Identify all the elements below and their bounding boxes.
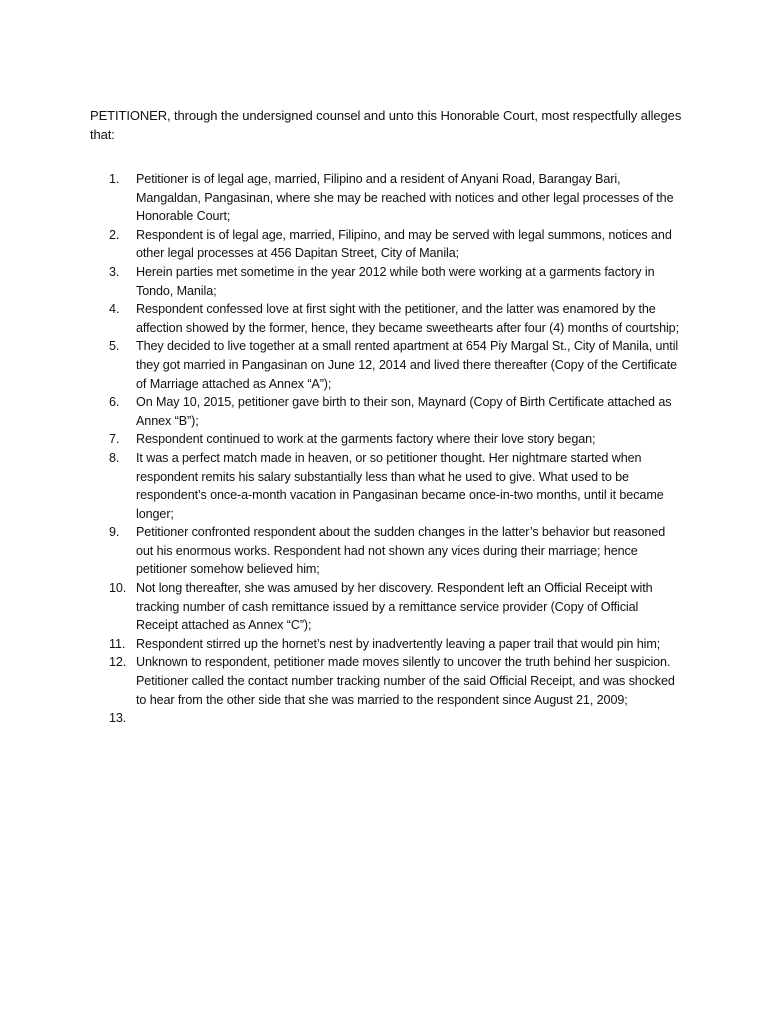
allegation-number: 11. [109,636,126,651]
list-item [109,523,679,579]
allegation-text: On May 10, 2015, petitioner gave birth to their son, Maynard (Copy of Birth Certificate attached as Annex “B”); [136,395,672,428]
allegation-number: 10. [109,581,127,596]
allegation-number: 5. [109,339,120,354]
allegation-text: Herein parties met sometime in the year 2012 while both were working at a garments factory in Tondo, Manila; [136,264,655,298]
intro-paragraph: PETITIONER, through the undersigned counsel and unto this Honorable Court, most respectfully alleges that: [90,108,682,142]
allegation-number: 4. [109,302,120,317]
list-item [109,653,679,709]
list-item [109,226,679,263]
allegation-number: 3. [109,264,120,279]
allegation-text: They decided to live together at a small rented apartment at 654 Piy Margal St., City of Manila, until they got married in Pangasinan on June 12, 2014 and lived there thereafter (Copy of the Certificate of Marriage attached as Annex “A”); [136,339,679,391]
list-item [109,170,679,226]
list-item [109,263,679,300]
allegation-text: Respondent continued to work at the garments factory where their love story began; [136,432,596,447]
allegation-text [136,709,679,728]
list-item [109,449,679,523]
list-item [109,579,679,635]
allegation-text: Unknown to respondent, petitioner made moves silently to uncover the truth behind her suspicion. Petitioner called the contact number tracking number of the said Official Receipt, and was shocked to hear from the other side that she was married to the respondent since August 21, 2009; [136,655,675,707]
list-item [109,393,679,430]
allegation-number: 12. [109,655,127,670]
allegation-text: Respondent confessed love at first sight with the petitioner, and the latter was enamored by the affection showed by the former, hence, they became sweethearts after four (4) months of courtship; [136,302,679,335]
list-item [109,635,679,654]
allegation-number: 8. [109,450,120,465]
allegation-number: 1. [109,172,120,186]
allegation-number: 13. [109,711,127,726]
list-item [109,337,679,393]
allegation-text: Not long thereafter, she was amused by her discovery. Respondent left an Official Receipt with tracking number of cash remittance issued by a remittance service provider (Copy of Official Receipt attached as Annex “C”); [136,581,653,633]
allegation-number: 6. [109,395,120,410]
allegation-text: Petitioner confronted respondent about the sudden changes in the latter’s behavior but reasoned out his enormous works. Respondent had not shown any vices during their marriage; hence petitioner somehow believed him; [136,525,666,577]
allegation-text: Respondent stirred up the hornet’s nest by inadvertently leaving a paper trail that would pin him; [136,636,661,651]
list-item [109,709,679,728]
allegation-text: Respondent is of legal age, married, Filipino, and may be served with legal summons, notices and other legal processes at 456 Dapitan Street, City of Manila; [136,227,672,261]
allegations-list [109,170,679,728]
allegation-text: It was a perfect match made in heaven, or so petitioner thought. Her nightmare started when respondent remits his salary substantially less than what he used to give. What used to be respondent’s once-a-month vacation in Pangasinan became once-in-two months, until it became longer; [136,450,664,521]
allegation-number: 2. [109,227,120,242]
list-item [109,430,679,449]
list-item [109,300,679,337]
allegation-number: 9. [109,525,120,540]
allegation-text: Petitioner is of legal age, married, Filipino and a resident of Anyani Road, Barangay Bari, Mangaldan, Pangasinan, where she may be reached with notices and other legal processes of the Honorable Court; [136,172,674,224]
allegation-number: 7. [109,432,120,447]
